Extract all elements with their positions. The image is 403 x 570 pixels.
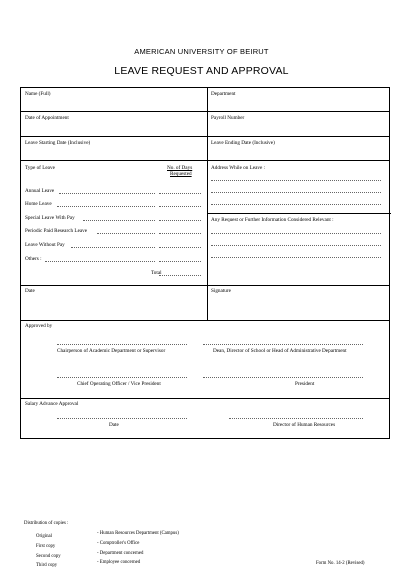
- dotted-line: [211, 257, 381, 258]
- name-label: Name (Full): [25, 91, 51, 97]
- leave-type-special: Special Leave With Pay: [25, 215, 75, 221]
- dotted-line: [211, 245, 381, 246]
- leave-type-home: Home Leave: [25, 201, 52, 207]
- president-label: President: [295, 381, 315, 387]
- distribution-label: Distribution of copies :: [24, 521, 69, 526]
- copy-recipient: - Employee concerned: [97, 560, 141, 565]
- dotted-line: [83, 220, 155, 221]
- dean-label: Dean, Director of School or Head of Administrative Department: [213, 348, 347, 354]
- copy-recipient: - Comptroller's Office: [97, 541, 140, 546]
- signature-line: [57, 344, 187, 345]
- dotted-line: [57, 206, 155, 207]
- form-title: LEAVE REQUEST AND APPROVAL: [114, 65, 289, 77]
- copy-name: Second copy: [36, 554, 61, 559]
- university-name: AMERICAN UNIVERSITY OF BEIRUT: [134, 47, 269, 56]
- dotted-line: [159, 247, 201, 248]
- address-label: Address While on Leave :: [211, 165, 266, 171]
- dotted-line: [159, 261, 201, 262]
- row-divider: [21, 111, 389, 112]
- type-of-leave-label: Type of Leave: [25, 165, 55, 171]
- hr-director-label: Director of Human Resources: [273, 422, 336, 428]
- dotted-line: [211, 204, 381, 205]
- copy-name: Third copy: [36, 563, 58, 568]
- dotted-line: [159, 206, 201, 207]
- signature-line: [229, 418, 363, 419]
- leave-form: [20, 87, 390, 439]
- days-requested-label-2: Requested: [170, 171, 192, 177]
- row-divider: [21, 136, 389, 137]
- days-requested-label-1: No. of Days: [167, 165, 193, 171]
- signature-line: [203, 377, 363, 378]
- signature-line: [203, 344, 363, 345]
- dotted-line: [59, 193, 155, 194]
- row-divider: [21, 398, 389, 399]
- row-divider: [21, 320, 389, 321]
- dotted-line: [159, 220, 201, 221]
- approved-by-label: Approved by: [25, 323, 53, 329]
- copy-name: Original: [36, 534, 52, 539]
- column-divider: [207, 88, 208, 320]
- signature-line: [57, 418, 187, 419]
- department-label: Department: [211, 91, 236, 97]
- section-divider: [207, 213, 391, 214]
- copy-recipient: - Human Resources Department (Campus): [97, 531, 179, 536]
- start-date-label: Leave Starting Date (Inclusive): [25, 140, 91, 146]
- chairperson-label: Chairperson of Academic Department or Supervisor: [57, 348, 166, 354]
- dotted-line: [159, 193, 201, 194]
- appointment-label: Date of Appointment: [25, 115, 69, 121]
- dotted-line: [211, 192, 381, 193]
- dotted-line: [211, 180, 381, 181]
- date-label: Date: [25, 288, 35, 294]
- leave-type-research: Periodic Paid Research Leave: [25, 228, 88, 234]
- dotted-line: [211, 233, 381, 234]
- row-divider: [21, 285, 389, 286]
- row-divider: [21, 160, 389, 161]
- leave-type-annual: Annual Leave: [25, 188, 55, 194]
- signature-label: Signature: [211, 288, 231, 294]
- total-label: Total: [151, 270, 162, 276]
- dotted-line: [159, 275, 201, 276]
- form-number: Form No. 14-2 (Revised): [316, 561, 365, 566]
- dotted-line: [97, 233, 155, 234]
- salary-date-label: Date: [109, 422, 119, 428]
- dotted-line: [45, 261, 155, 262]
- further-info-label: Any Request or Further Information Considered Relevant :: [211, 217, 334, 223]
- end-date-label: Leave Ending Date (Inclusive): [211, 140, 275, 146]
- leave-type-without-pay: Leave Without Pay: [25, 242, 65, 248]
- salary-advance-label: Salary Advance Approval: [25, 401, 79, 407]
- payroll-label: Payroll Number: [211, 115, 245, 121]
- copy-name: First copy: [36, 544, 56, 549]
- dotted-line: [71, 247, 155, 248]
- signature-line: [57, 377, 187, 378]
- leave-type-others: Others :: [25, 256, 42, 262]
- coo-label: Chief Operating Officer / Vice President: [77, 381, 161, 387]
- dotted-line: [159, 233, 201, 234]
- copy-recipient: - Department concerned: [97, 551, 144, 556]
